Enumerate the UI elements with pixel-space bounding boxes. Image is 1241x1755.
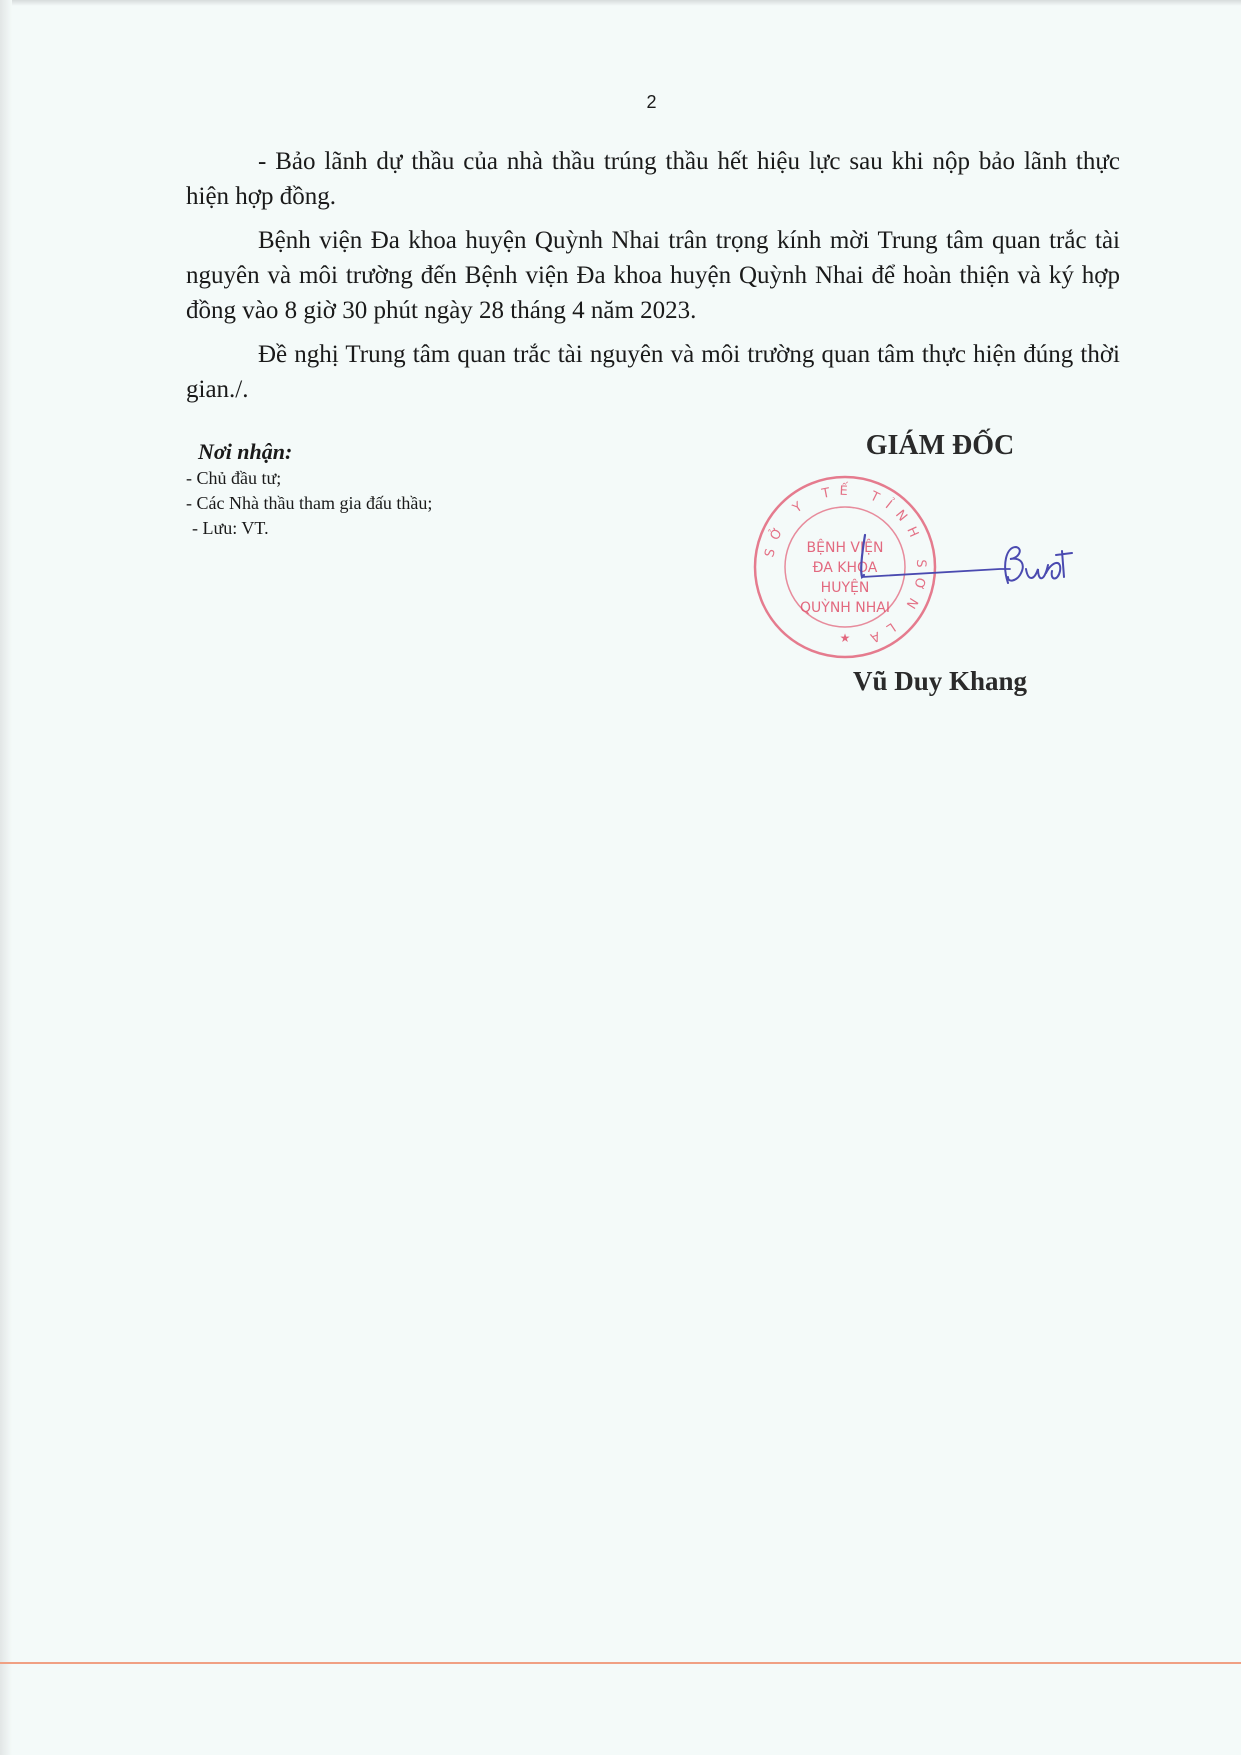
- page-edge-left: [0, 0, 12, 1755]
- signature-block: [740, 430, 1140, 710]
- seal-star-icon: ★: [839, 631, 851, 645]
- seal-line: HUYỆN: [820, 580, 870, 596]
- recipient-item: - Lưu: VT.: [192, 518, 269, 538]
- document-body: [186, 144, 1120, 416]
- recipient-item: - Chủ đầu tư;: [186, 468, 282, 488]
- recipients-block: [186, 438, 606, 541]
- signer-title: GIÁM ĐỐC: [865, 430, 1015, 461]
- paragraph-invitation: Bệnh viện Đa khoa huyện Quỳnh Nhai trân trọng kính mời Trung tâm quan trắc tài nguyên và môi trường đến Bệnh viện Đa khoa huyện Quỳnh Nhai để hoàn thiện và ký hợp đồng vào 8 giờ 30 phút ngày 28 tháng 4 năm 2023.: [186, 227, 1120, 324]
- seal-line: BỆNH VIỆN: [806, 540, 884, 556]
- handwritten-signature: [840, 525, 1090, 605]
- paragraph-request: Đề nghị Trung tâm quan trắc tài nguyên và môi trường quan tâm thực hiện đúng thời gian./.: [186, 341, 1120, 403]
- seal-line: ĐA KHOA: [812, 560, 878, 576]
- recipients-title: Nơi nhận:: [198, 439, 293, 464]
- page-number: 2: [646, 92, 657, 112]
- signer-name: Vũ Duy Khang: [852, 666, 1028, 696]
- seal-line: QUỲNH NHAI: [800, 600, 890, 616]
- page-edge-top: [0, 0, 1241, 6]
- recipient-item: - Các Nhà thầu tham gia đấu thầu;: [186, 493, 433, 513]
- paragraph-bid-guarantee: - Bảo lãnh dự thầu của nhà thầu trúng thầu hết hiệu lực sau khi nộp bảo lãnh thực hiện hợp đồng.: [186, 148, 1120, 210]
- footer-rule: [0, 1662, 1241, 1664]
- seal-outer-text: SỞ Y TẾ TỈNH SƠN LA: [762, 483, 929, 649]
